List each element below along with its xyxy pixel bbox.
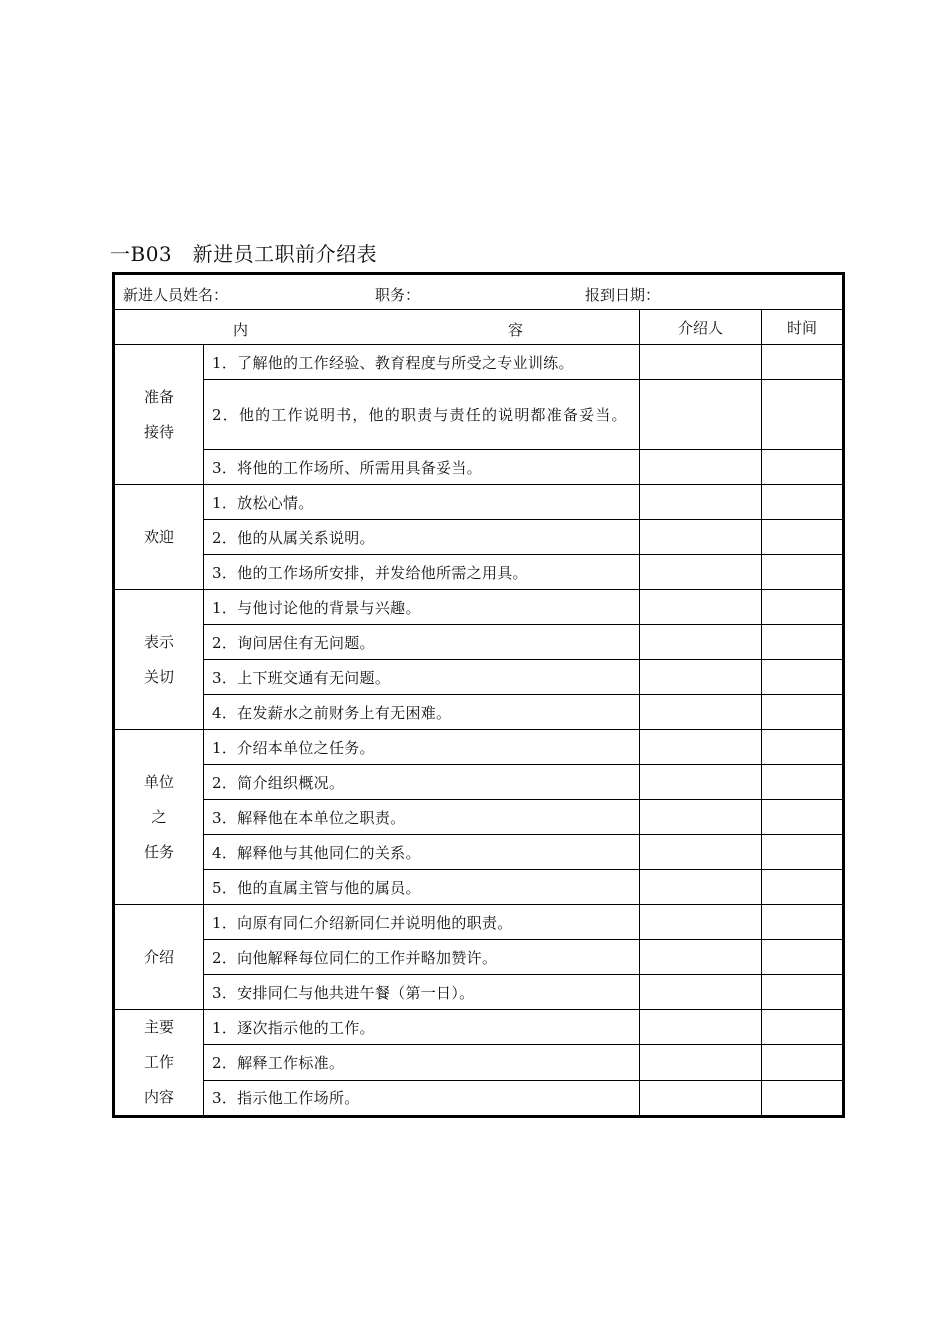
introducer-cell[interactable]	[640, 625, 762, 660]
item-text: 3．解释他在本单位之职责。	[204, 800, 640, 835]
category-label: 接待	[143, 422, 174, 441]
introducer-cell[interactable]	[640, 975, 762, 1010]
table-row	[114, 905, 844, 940]
item-text: 3．上下班交通有无问题。	[204, 660, 640, 695]
table-row	[114, 1010, 844, 1045]
category-label: 准备	[143, 387, 174, 406]
column-header-row	[114, 310, 844, 345]
item-text: 1．介绍本单位之任务。	[204, 730, 640, 765]
table-row	[114, 800, 844, 835]
content-header	[114, 310, 640, 345]
introducer-cell[interactable]	[640, 870, 762, 905]
item-text: 4．在发薪水之前财务上有无困难。	[204, 695, 640, 730]
table-row	[114, 345, 844, 380]
category-cell	[114, 485, 204, 590]
time-cell[interactable]	[762, 940, 844, 975]
introducer-cell[interactable]	[640, 730, 762, 765]
introducer-cell[interactable]	[640, 590, 762, 625]
employee-name-label: 新进人员姓名：	[123, 286, 229, 304]
table-row	[114, 1045, 844, 1080]
item-text: 2．解释工作标准。	[204, 1045, 640, 1080]
table-row	[114, 940, 844, 975]
introducer-cell[interactable]	[640, 345, 762, 380]
table-row	[114, 1080, 844, 1116]
content-header-right: 容	[508, 321, 524, 339]
table-row	[114, 555, 844, 590]
document-title: 一B03 新进员工职前介绍表	[110, 242, 378, 266]
time-cell[interactable]	[762, 450, 844, 485]
table-row	[114, 835, 844, 870]
introducer-cell[interactable]	[640, 450, 762, 485]
category-label: 内容	[143, 1088, 174, 1106]
item-text: 3．安排同仁与他共进午餐（第一日）。	[204, 975, 640, 1010]
introducer-header: 介绍人	[640, 310, 762, 345]
item-text: 2．他的工作说明书，他的职责与责任的说明都准备妥当。	[204, 380, 640, 450]
item-text: 3．指示他工作场所。	[204, 1080, 640, 1116]
time-cell[interactable]	[762, 835, 844, 870]
item-text: 1．逐次指示他的工作。	[204, 1010, 640, 1045]
table-row	[114, 520, 844, 555]
table-row	[114, 625, 844, 660]
category-label: 之	[151, 807, 167, 826]
introducer-cell[interactable]	[640, 1045, 762, 1080]
item-text: 3．将他的工作场所、所需用具备妥当。	[204, 450, 640, 485]
item-text: 3．他的工作场所安排，并发给他所需之用具。	[204, 555, 640, 590]
category-label: 介绍	[143, 947, 174, 966]
time-cell[interactable]	[762, 520, 844, 555]
item-text: 4．解释他与其他同仁的关系。	[204, 835, 640, 870]
introducer-cell[interactable]	[640, 905, 762, 940]
time-cell[interactable]	[762, 625, 844, 660]
introduction-form-table	[112, 272, 845, 1118]
time-cell[interactable]	[762, 555, 844, 590]
category-label: 单位	[143, 772, 174, 791]
introducer-cell[interactable]	[640, 835, 762, 870]
time-cell[interactable]	[762, 975, 844, 1010]
table-row	[114, 450, 844, 485]
time-cell[interactable]	[762, 870, 844, 905]
time-cell[interactable]	[762, 695, 844, 730]
introducer-cell[interactable]	[640, 695, 762, 730]
time-header: 时间	[762, 310, 844, 345]
category-label: 关切	[143, 667, 174, 686]
item-text: 1．了解他的工作经验、教育程度与所受之专业训练。	[204, 345, 640, 380]
category-label: 工作	[143, 1053, 174, 1071]
introducer-cell[interactable]	[640, 520, 762, 555]
table-row	[114, 975, 844, 1010]
time-cell[interactable]	[762, 590, 844, 625]
report-date-label: 报到日期：	[585, 286, 661, 304]
introducer-cell[interactable]	[640, 940, 762, 975]
category-label: 欢迎	[143, 527, 174, 546]
table-row	[114, 660, 844, 695]
item-text: 1．向原有同仁介绍新同仁并说明他的职责。	[204, 905, 640, 940]
category-label: 任务	[143, 842, 174, 861]
time-cell[interactable]	[762, 730, 844, 765]
category-cell	[114, 590, 204, 730]
introducer-cell[interactable]	[640, 800, 762, 835]
item-text: 2．简介组织概况。	[204, 765, 640, 800]
time-cell[interactable]	[762, 345, 844, 380]
time-cell[interactable]	[762, 1080, 844, 1116]
time-cell[interactable]	[762, 905, 844, 940]
introducer-cell[interactable]	[640, 380, 762, 450]
category-cell	[114, 905, 204, 1010]
info-row	[114, 274, 844, 310]
time-cell[interactable]	[762, 765, 844, 800]
item-text: 1．与他讨论他的背景与兴趣。	[204, 590, 640, 625]
time-cell[interactable]	[762, 800, 844, 835]
item-text: 2．向他解释每位同仁的工作并略加赞许。	[204, 940, 640, 975]
content-header-left: 内	[233, 321, 249, 339]
introducer-cell[interactable]	[640, 765, 762, 800]
table-row	[114, 765, 844, 800]
table-row	[114, 380, 844, 450]
time-cell[interactable]	[762, 1045, 844, 1080]
category-cell	[114, 345, 204, 485]
table-row	[114, 695, 844, 730]
time-cell[interactable]	[762, 660, 844, 695]
table-row	[114, 870, 844, 905]
item-text: 5．他的直属主管与他的属员。	[204, 870, 640, 905]
item-text: 1．放松心情。	[204, 485, 640, 520]
table-row	[114, 590, 844, 625]
time-cell[interactable]	[762, 380, 844, 450]
category-label: 表示	[143, 632, 174, 651]
table-row	[114, 485, 844, 520]
introducer-cell[interactable]	[640, 1080, 762, 1116]
item-text: 2．询问居住有无问题。	[204, 625, 640, 660]
category-cell	[114, 1010, 204, 1117]
table-row	[114, 730, 844, 765]
item-text: 2．他的从属关系说明。	[204, 520, 640, 555]
introducer-cell[interactable]	[640, 660, 762, 695]
introducer-cell[interactable]	[640, 485, 762, 520]
category-label: 主要	[143, 1018, 174, 1036]
position-label: 职务：	[375, 286, 421, 304]
time-cell[interactable]	[762, 485, 844, 520]
category-cell	[114, 730, 204, 905]
introducer-cell[interactable]	[640, 555, 762, 590]
introducer-cell[interactable]	[640, 1010, 762, 1045]
info-cell	[114, 274, 844, 310]
time-cell[interactable]	[762, 1010, 844, 1045]
